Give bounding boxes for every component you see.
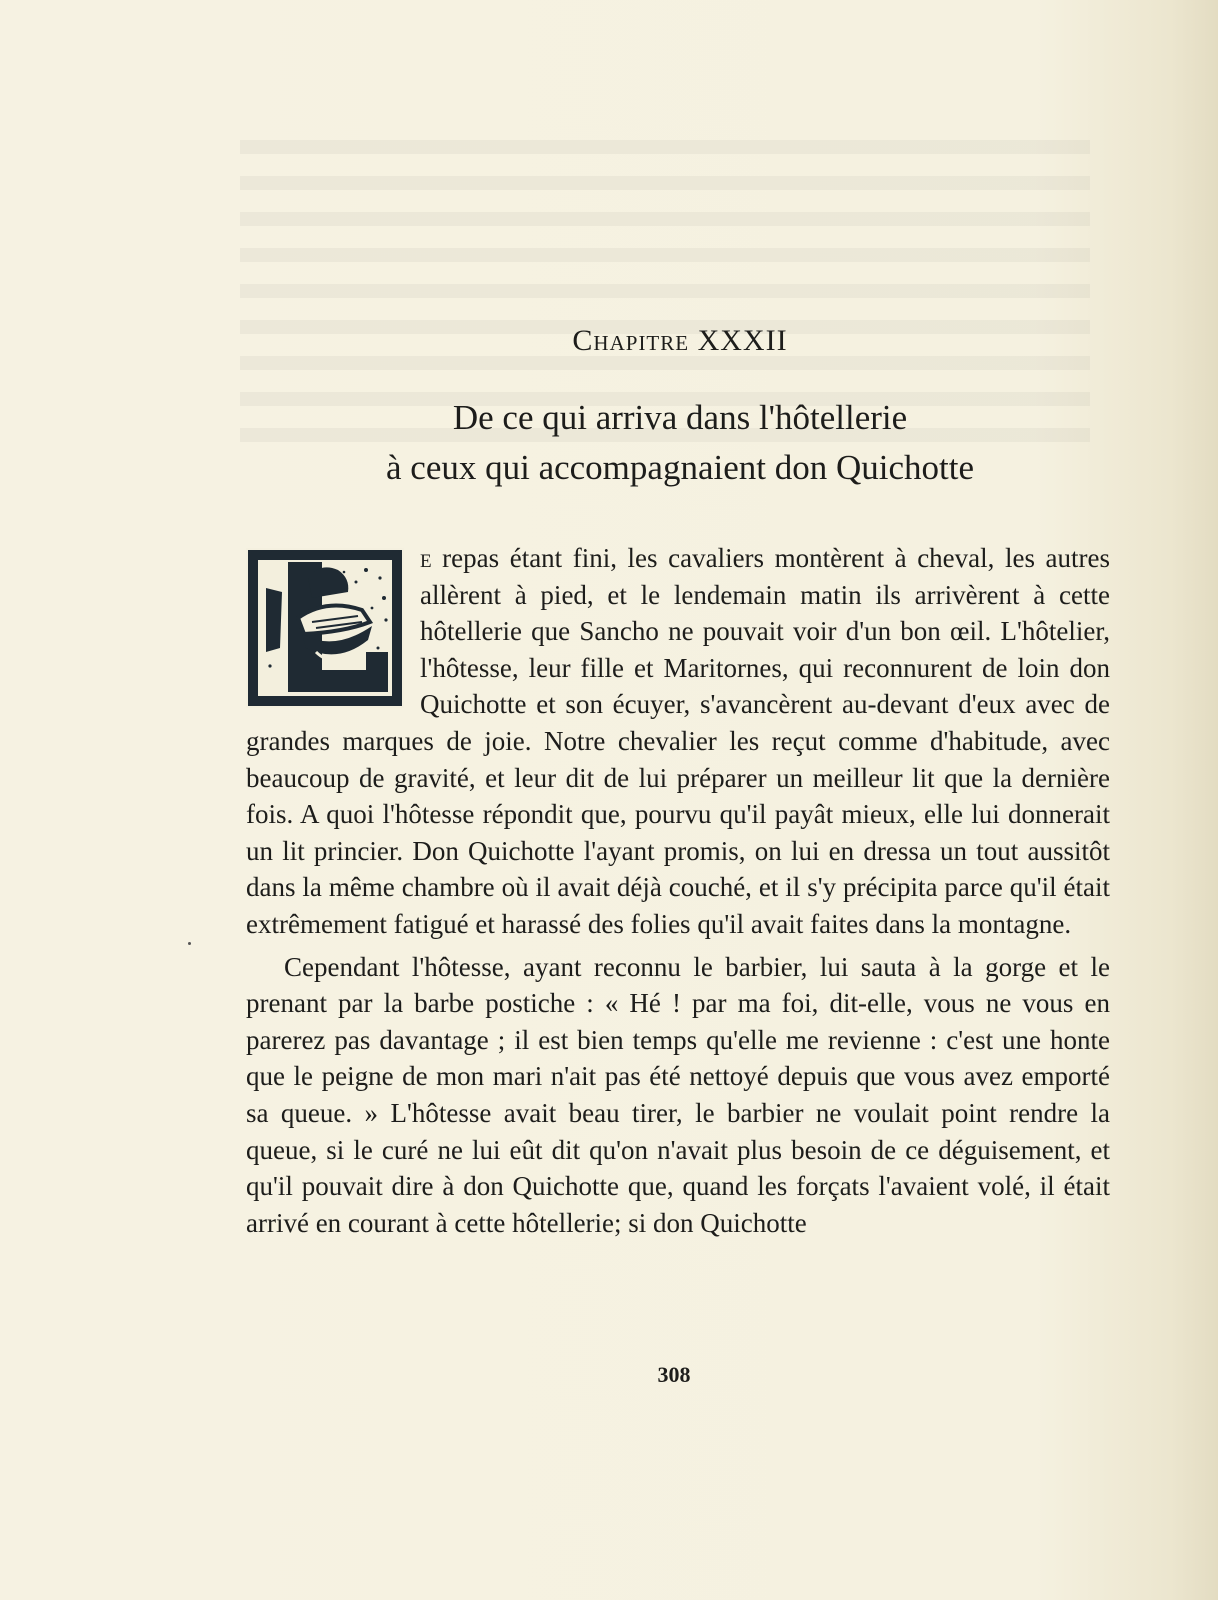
- dropcap-continuation: e: [420, 543, 432, 573]
- chapter-title-line-2: à ceux qui accompagnaient don Quichotte: [386, 448, 974, 487]
- ink-speck: [188, 942, 191, 945]
- paragraph-1-text: repas étant fini, les cavaliers montèrent à cheval, les autres allèrent à pied, et le lendemain matin ils arrivèrent à cette hôtellerie que Sancho ne pouvait voir d'un bon œil. L'hôtelier, l'hôtesse, leur fille et Maritornes, qui reconnurent de loin don Quichotte et son écuyer, s'avancèrent au-devant d'eux avec de grandes marques de joie. Notre chevalier les reçut comme d'habitude, avec beaucoup de gravité, et leur dit de lui préparer un meilleur lit que la dernière fois. A quoi l'hôtesse répondit que, pourvu qu'il payât mieux, elle lui donnerait un lit princier. Don Quichotte l'ayant promis, on lui en dressa un tout aussitôt dans la même chambre où il avait déjà couché, et il s'y précipita parce qu'il était extrêmement fatigué et harassé des folies qu'il avait faites dans la montagne.: [246, 543, 1110, 939]
- body-text: [246, 540, 1110, 1241]
- illuminated-letter-l-icon: [246, 548, 404, 708]
- page-number: 308: [657, 1362, 691, 1387]
- paragraph-2: Cependant l'hôtesse, ayant reconnu le barbier, lui sauta à la gorge et le prenant par la barbe postiche : « Hé ! par ma foi, dit-elle, vous ne vous en parerez pas davantage ; il est bien temps qu'elle me revienne : c'est une honte que le peigne de mon mari n'ait pas été nettoyé depuis que vous avez emporté sa queue. » L'hôtesse avait beau tirer, le barbier ne voulait point rendre la queue, si le curé ne lui eût dit qu'on n'avait plus besoin de ce déguisement, et qu'il pouvait dire à don Quichotte que, quand les forçats l'avaient volé, il était arrivé en courant à cette hôtellerie; si don Quichotte: [246, 951, 1110, 1238]
- chapter-label: Chapitre XXXII: [572, 324, 788, 357]
- chapter-title-line-1: De ce qui arriva dans l'hôtellerie: [452, 398, 908, 437]
